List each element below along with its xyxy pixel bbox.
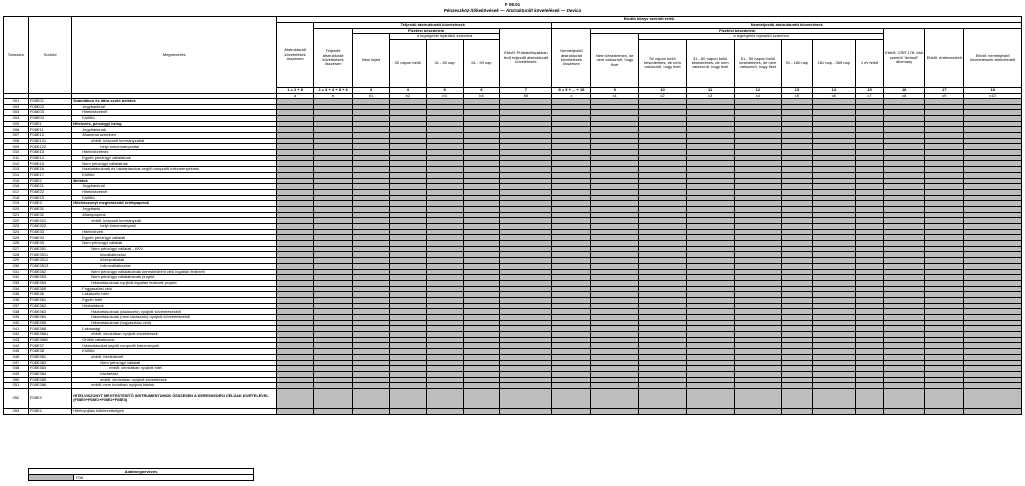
row-label: Jegybanknál: [72, 104, 277, 110]
col-code: b3: [426, 93, 463, 98]
row-label: Nem pénzügyi vállalati - KKV: [72, 246, 277, 252]
col-code: c8: [884, 93, 925, 98]
header-np-total: Nemteljesítő átstrukturált követelések összesen: [552, 29, 591, 88]
row-label: Nem pénzügyi vállalatoknak projekt: [72, 275, 277, 281]
col-formula: 17: [925, 87, 964, 93]
row-code: F08E322: [28, 224, 71, 230]
row-number: 012: [4, 161, 29, 167]
value-cell[interactable]: [591, 388, 639, 408]
value-cell[interactable]: [884, 388, 925, 408]
value-cell[interactable]: [782, 388, 812, 408]
row-label: Nem pénzügyi vállalati: [72, 241, 277, 247]
col-code: c9: [925, 93, 964, 98]
row-label: ebből: nem forintban nyújtott hitelek: [72, 383, 277, 389]
header-performing: Teljesítő átstrukturált követelések: [314, 23, 552, 29]
col-formula: 16: [884, 87, 925, 93]
row-code: F08E12: [28, 133, 71, 139]
col-formula: 14: [812, 87, 855, 93]
row-code: F08E362: [28, 303, 71, 309]
col-code: c4: [734, 93, 782, 98]
row-label: Külföld: [72, 115, 277, 121]
col-code: c: [552, 93, 591, 98]
header-np-reclass: Ebből: nemteljesítő követelésnek átminősített: [964, 29, 1022, 88]
row-label: kisvállalkozási: [72, 252, 277, 258]
row-code: F08E381: [28, 354, 71, 360]
row-code: F08E363: [28, 309, 71, 315]
row-code: F08E3511: [28, 252, 71, 258]
report-subtitle: Pénzeszköz-/tőkekövések — Átstrukturált követelések — Devica: [443, 8, 582, 13]
row-label: Hitelintézeti: [72, 229, 277, 235]
row-code: F08E3661: [28, 332, 71, 338]
value-cell[interactable]: [855, 408, 883, 414]
row-number: 010: [4, 150, 29, 156]
col-formula: 18: [964, 87, 1022, 93]
value-cell[interactable]: [884, 408, 925, 414]
row-code: F08E3513: [28, 263, 71, 269]
row-label: Nem pénzügyi vállalatnak: [72, 161, 277, 167]
row-number: 026: [4, 241, 29, 247]
row-label: Fogyasztási célú: [72, 286, 277, 292]
row-code: F08E33: [28, 229, 71, 235]
row-label: Egyéb hitel: [72, 297, 277, 303]
col-code: c5: [782, 93, 812, 98]
row-label: mikrovállalkozási: [72, 263, 277, 269]
row-code: F08E23: [28, 195, 71, 201]
row-code: F08E04: [28, 115, 71, 121]
row-label: Jegybanknál: [72, 184, 277, 190]
row-code: F08E31: [28, 206, 71, 212]
value-cell[interactable]: [463, 408, 500, 414]
report-title: F 08.01: [504, 2, 521, 7]
value-cell[interactable]: [277, 408, 314, 414]
row-label: Hitelnyújtási kötelezettségek: [72, 408, 277, 414]
col-code: b: [314, 93, 353, 98]
value-cell[interactable]: [353, 388, 390, 408]
row-label: Számlákon és látra szóló betétek: [72, 98, 277, 104]
row-code: F08E353: [28, 275, 71, 281]
row-code: F08E34: [28, 235, 71, 241]
value-cell[interactable]: [314, 408, 353, 414]
col-formula: 8 = 9 + ... + 15: [552, 87, 591, 93]
row-label: Háztartásoknak (fogyasztási célú): [72, 320, 277, 326]
value-cell[interactable]: [426, 408, 463, 414]
value-cell[interactable]: [964, 408, 1022, 414]
row-number: 021: [4, 212, 29, 218]
value-cell[interactable]: [734, 388, 782, 408]
row-label: Jegybanki: [72, 206, 277, 212]
col-formula: 13: [782, 87, 812, 93]
header-perf-overdue: Fizetési késedelem: [353, 29, 500, 34]
header-np-1y: 1 év felett: [855, 39, 883, 87]
row-code: F08E11: [28, 127, 71, 133]
row-number: 024: [4, 229, 29, 235]
row-code: F08E355: [28, 286, 71, 292]
row-code: F08E02: [28, 104, 71, 110]
row-label: Nem pénzügyi vállalatoknak kereskedelmi célú ingatlan fedezett: [72, 269, 277, 275]
row-code: F08E13: [28, 150, 71, 156]
row-number: 048: [4, 366, 29, 372]
col-formula: 1 = 2 + 8: [277, 87, 314, 93]
col-code: a: [277, 93, 314, 98]
row-code: F08E15: [28, 161, 71, 167]
row-code: F08E385: [28, 377, 71, 383]
value-cell[interactable]: [639, 408, 687, 414]
row-number: 049: [4, 371, 29, 377]
row-code: F08E2: [28, 178, 71, 184]
row-label: Állammal szemben: [72, 133, 277, 139]
row-number: 018: [4, 195, 29, 201]
row-code: F08E3: [28, 388, 71, 408]
row-code: F08E32: [28, 212, 71, 218]
header-np-overdue: Fizetési késedelem: [591, 29, 884, 34]
header-np-overdue-sub: a legrégebbi lejárattól számítva: [639, 34, 884, 39]
row-label: Külföld: [72, 195, 277, 201]
value-cell[interactable]: [812, 388, 855, 408]
row-label: Önálló vállalkozók: [72, 337, 277, 343]
row-code: F08E386: [28, 383, 71, 389]
row-label: háztartási: [72, 371, 277, 377]
value-cell[interactable]: [686, 408, 734, 414]
row-number: 005: [4, 121, 29, 127]
row-number: 029: [4, 258, 29, 264]
row-code: F08E364: [28, 315, 71, 321]
row-label: középvállalati: [72, 258, 277, 264]
row-label: Lakossági: [72, 326, 277, 332]
table-row: [4, 408, 1022, 414]
col-code: b1: [353, 93, 390, 98]
value-cell[interactable]: [500, 408, 552, 414]
row-code: F08E383: [28, 366, 71, 372]
col-code: b5: [500, 93, 552, 98]
row-code: F08E352: [28, 269, 71, 275]
header-perf-total: Teljesítő átstrukturált követelések összesen: [314, 29, 353, 88]
value-cell[interactable]: [812, 408, 855, 414]
row-label: Nem pénzügyi vállalati: [72, 360, 277, 366]
row-code: F08E37: [28, 343, 71, 349]
row-label: helyi önkormányzattal: [72, 144, 277, 150]
row-code: F08E14: [28, 155, 71, 161]
row-number: 015: [4, 178, 29, 184]
row-label: Egyéb pénzügyi vállalati: [72, 235, 277, 241]
row-code: F08E35: [28, 241, 71, 247]
row-label: Hitelintézetnél: [72, 110, 277, 116]
header-np-181-365: 181 nap - 365 nap: [812, 39, 855, 87]
row-number: 042: [4, 332, 29, 338]
row-label: Lakáscélú hitel: [72, 292, 277, 298]
row-number: 040: [4, 320, 29, 326]
header-total: Átstrukturált követelések összesen: [277, 23, 314, 88]
row-code: F08E22: [28, 189, 71, 195]
value-cell[interactable]: [389, 408, 426, 414]
row-number: 020: [4, 206, 29, 212]
row-label: ebből: devizában nyújtott követelések: [72, 377, 277, 383]
table-row: [4, 388, 1022, 408]
row-code: F08E16: [28, 167, 71, 173]
data-table: [3, 16, 1022, 415]
row-label: Egyéb pénzügyi vállalatnak: [72, 155, 277, 161]
row-number: 033: [4, 280, 29, 286]
row-number: 006: [4, 127, 29, 133]
row-label: ebből: devizában nyújtott hitel: [72, 366, 277, 372]
row-number: 050: [4, 377, 29, 383]
col-code: b4: [463, 93, 500, 98]
row-label: Hitelintézetnél: [72, 189, 277, 195]
row-number: 025: [4, 235, 29, 241]
header-sorkod: Sorkód: [28, 17, 71, 94]
col-formula: 6: [463, 87, 500, 93]
value-cell[interactable]: [552, 408, 591, 414]
header-np-91-180: 91 - 180 nap: [782, 39, 812, 87]
row-number: 014: [4, 172, 29, 178]
row-code: F08E38: [28, 349, 71, 355]
value-cell[interactable]: [964, 388, 1022, 408]
col-formula: 11: [686, 87, 734, 93]
row-label: Jegybanknak: [72, 127, 277, 133]
value-cell[interactable]: [734, 408, 782, 414]
col-formula: 10: [639, 87, 687, 93]
row-code: F08E4: [28, 408, 71, 414]
row-code: F08E365: [28, 320, 71, 326]
value-cell[interactable]: [314, 388, 353, 408]
row-number: 051: [4, 383, 29, 389]
row-code: F08E351: [28, 246, 71, 252]
row-number: 001: [4, 98, 29, 104]
row-number: 016: [4, 184, 29, 190]
row-number: 002: [4, 104, 29, 110]
row-code: F08E1: [28, 121, 71, 127]
row-number: 043: [4, 337, 29, 343]
header-perf-31-60: 31 - 60 nap: [426, 39, 463, 87]
row-number: 037: [4, 303, 29, 309]
row-label: Állampapírok: [72, 212, 277, 218]
row-label: Külföld: [72, 172, 277, 178]
row-label: ebből: hitelintézeti: [72, 354, 277, 360]
value-cell[interactable]: [639, 388, 687, 408]
value-cell[interactable]: [782, 408, 812, 414]
col-formula: 2 = 3 + 4 + 5 + 6: [314, 87, 353, 93]
row-label: Külföld: [72, 349, 277, 355]
row-number: 030: [4, 263, 29, 269]
value-cell[interactable]: [855, 388, 883, 408]
row-number: 044: [4, 343, 29, 349]
row-number: 023: [4, 224, 29, 230]
row-code: F08E3: [28, 201, 71, 207]
row-code: F08E382: [28, 360, 71, 366]
legend-swatch: [29, 475, 74, 481]
row-number: 009: [4, 144, 29, 150]
row-label: Háztartásoknak nyújtott ingatlan fedezett projekt: [72, 280, 277, 286]
header-np-61-90: 61 - 90 napon belül késedelmes, de nem valószínű, hogy fizet: [734, 39, 782, 87]
row-number: 052: [4, 388, 29, 408]
row-label: HITELVISZONYT MEGTESTESÍTŐ INSTRUMENTUMOK ÖSSZESEN A KERESKEDÉSI CÉLÚAK KIVÉTELÉVEL (F08E0+F08E1+F08E2+F08E3): [72, 388, 277, 408]
col-code: c3: [686, 93, 734, 98]
value-cell[interactable]: [277, 388, 314, 408]
row-code: F08E36: [28, 292, 71, 298]
row-number: 022: [4, 218, 29, 224]
legend-table: [28, 468, 254, 481]
row-number: 038: [4, 309, 29, 315]
value-cell[interactable]: [500, 388, 552, 408]
col-formula: 7: [500, 87, 552, 93]
header-perf-notdue: Nem lejárt: [353, 34, 390, 87]
header-sorszam: Sorszám: [4, 17, 29, 94]
row-number: 004: [4, 115, 29, 121]
col-code: b2: [389, 93, 426, 98]
row-label: Hitelviszonyt megtestesítő értékpapírok: [72, 201, 277, 207]
value-cell[interactable]: [426, 388, 463, 408]
row-number: 035: [4, 292, 29, 298]
col-code: c1: [591, 93, 639, 98]
row-label: ebből: központi kormányzati: [72, 218, 277, 224]
col-formula: 5: [426, 87, 463, 93]
row-code: F08E21: [28, 184, 71, 190]
row-label: Háztartásoknak (lakáscélú) nyújtott követelésekből: [72, 309, 277, 315]
row-code: F08E354: [28, 280, 71, 286]
row-code: F08E3662: [28, 337, 71, 343]
col-code: c10: [964, 93, 1022, 98]
row-label: Hitelezés, pénzügyi lízing: [72, 121, 277, 127]
row-number: 019: [4, 201, 29, 207]
row-number: 017: [4, 189, 29, 195]
legend-title: Adatmegnevezés: [29, 469, 254, 475]
header-np-default: Ebből: CRR 178. cikk szerinti "default" állomány: [884, 29, 925, 88]
row-code: F08E17: [28, 172, 71, 178]
header-megnevezes: Megnevezés: [72, 17, 277, 94]
header-np-unlikely: Nem késedelmes, de nem valószínű, hogy fizet: [591, 34, 639, 87]
row-number: 027: [4, 246, 29, 252]
row-number: 028: [4, 252, 29, 258]
row-number: 047: [4, 360, 29, 366]
col-formula: 12: [734, 87, 782, 93]
row-number: 053: [4, 408, 29, 414]
header-np-30: 30 napon belül késedelmes, de nem valószínű, hogy fizet: [639, 39, 687, 87]
value-cell[interactable]: [463, 388, 500, 408]
col-code: c7: [855, 93, 883, 98]
row-number: 034: [4, 286, 29, 292]
col-code: c2: [639, 93, 687, 98]
row-label: Háztartásoknak és háztartásokat segítő nonprofit intézményeknek: [72, 167, 277, 173]
row-code: F08E03: [28, 110, 71, 116]
row-number: 013: [4, 167, 29, 173]
header-perf-30: 30 napon belül: [389, 39, 426, 87]
row-label: ebből: központi kormányzattal: [72, 138, 277, 144]
row-label: Betétek: [72, 178, 277, 184]
value-cell[interactable]: [925, 388, 964, 408]
row-number: 041: [4, 326, 29, 332]
col-formula: 3: [353, 87, 390, 93]
row-code: F08E361: [28, 297, 71, 303]
row-number: 046: [4, 354, 29, 360]
row-number: 032: [4, 275, 29, 281]
row-number: 031: [4, 269, 29, 275]
row-label: Hitelintézetnek: [72, 150, 277, 156]
value-cell[interactable]: [591, 408, 639, 414]
header-perf-overdue-sub: a legrégebbi lejárattól számítva: [389, 34, 500, 39]
value-cell[interactable]: [389, 388, 426, 408]
value-cell[interactable]: [353, 408, 390, 414]
col-formula: 9: [591, 87, 639, 93]
row-label: Háztartások: [72, 303, 277, 309]
value-cell[interactable]: [925, 408, 964, 414]
row-label: Háztartásokat segítő nonprofit intézmények: [72, 343, 277, 349]
col-formula: 4: [389, 87, 426, 93]
row-code: F08E122: [28, 144, 71, 150]
header-nonperforming: Nemteljesítő átstrukturált követelések: [552, 23, 1022, 29]
row-code: F08E3512: [28, 258, 71, 264]
row-code: F08E366: [28, 326, 71, 332]
row-code: F08E384: [28, 371, 71, 377]
header-top: Bruttó könyv szerinti érték: [277, 17, 1022, 23]
row-code: F08E121: [28, 138, 71, 144]
value-cell[interactable]: [686, 388, 734, 408]
row-number: 039: [4, 315, 29, 321]
header-perf-probation: Ebből: Próbaidőszakban lévő teljesítő átstrukturált követelések: [500, 29, 552, 88]
row-label: Háztartásoknak (nem lakáscélú) nyújtott követelésekből: [72, 315, 277, 321]
row-number: 003: [4, 110, 29, 116]
header-np-impaired: Ebből: értékvesztett: [925, 29, 964, 88]
row-number: 045: [4, 349, 29, 355]
header-perf-61-90: 61 - 90 nap: [463, 39, 500, 87]
row-number: 008: [4, 138, 29, 144]
value-cell[interactable]: [552, 388, 591, 408]
row-number: 036: [4, 297, 29, 303]
row-number: 011: [4, 155, 29, 161]
row-code: F08E01: [28, 98, 71, 104]
row-number: 007: [4, 133, 29, 139]
row-label: ebből: devizában nyújtott követelések: [72, 332, 277, 338]
col-code: c6: [812, 93, 855, 98]
header-np-31-60: 31 - 60 napon belül késedelmes, de nem valószínű, hogy fizet: [686, 39, 734, 87]
row-code: F08E321: [28, 218, 71, 224]
legend-sample: F08: [74, 475, 254, 481]
col-formula: 15: [855, 87, 883, 93]
row-label: helyi önkormányzati: [72, 224, 277, 230]
